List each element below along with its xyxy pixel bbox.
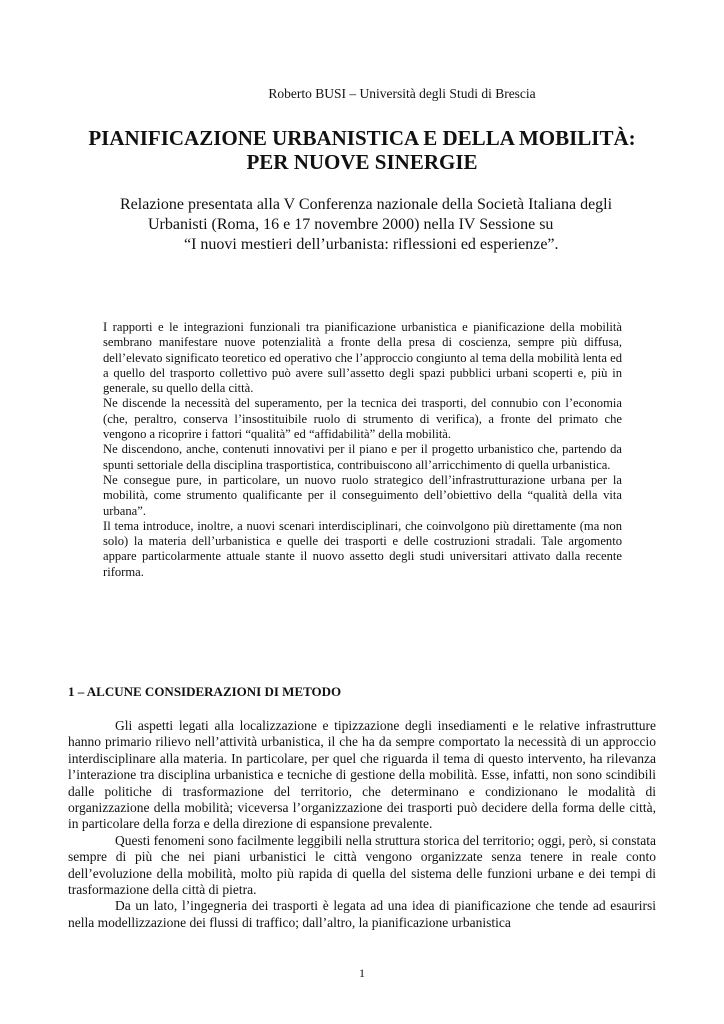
abstract [103, 320, 622, 580]
paper-title [40, 126, 684, 174]
body-paragraph: Da un lato, l’ingegneria dei trasporti è legata ad una idea di pianificazione che tende ad esaurirsi nella modellizzazione dei flussi di traffico; dall’altro, la pianificazione urbanistica [68, 898, 656, 930]
abstract-paragraph: Il tema introduce, inoltre, a nuovi scenari interdisciplinari, che coinvolgono più direttamente (ma non solo) la materia dell’urbanistica e quelle dei trasporti e delle costruzioni stradali. Tale argomento appare particolarmente attuale stante il nuovo assetto degli studi universitari attivato dalla recente riforma. [103, 518, 622, 579]
paper-subtitle [110, 195, 690, 255]
subtitle-line-3: “I nuovi mestieri dell’urbanista: riflessioni ed esperienze”. [184, 236, 559, 253]
subtitle-line-1: Relazione presentata alla V Conferenza nazionale della Società Italiana degli [120, 196, 613, 213]
abstract-paragraph: Ne discende la necessità del superamento, per la tecnica dei trasporti, del connubio con l’economia (che, peraltro, conserva l’insostituibile ruolo di strumento di verifica), a fronte del primato che vengono a ricoprire i fattori “qualità” ed “affidabilità” della mobilità. [103, 396, 622, 442]
author-line: Roberto BUSI – Università degli Studi di Brescia [268, 86, 536, 101]
section-body [68, 718, 656, 931]
abstract-paragraph: Ne consegue pure, in particolare, un nuovo ruolo strategico dell’infrastrutturazione urbana per la mobilità, come strumento qualificante per il conseguimento dell’obiettivo della “qualità della vita urbana”. [103, 472, 622, 518]
body-paragraph: Questi fenomeni sono facilmente leggibili nella struttura storica del territorio; oggi, però, si constata sempre di più che nei piani urbanistici le città vengono organizzate senza tenere in reale conto dell’evoluzione della mobilità, molto più rapida di quella del sistema delle funzioni urbane e dei tempi di trasformazione della città di pietra. [68, 832, 656, 898]
page-number: 1 [359, 966, 365, 980]
abstract-paragraph: Ne discendono, anche, contenuti innovativi per il piano e per il progetto urbanistico che, partendo da spunti settoriale della disciplina trasportistica, contribuiscono all’arricchimento di quella urbanistica. [103, 442, 622, 472]
abstract-paragraph: I rapporti e le integrazioni funzionali tra pianificazione urbanistica e pianificazione della mobilità sembrano manifestare nuove potenzialità a fronte della presa di coscienza, sempre più diffusa, dell’elevato significato teoretico ed operativo che l’approccio congiunto al tema della mobilità lenta ed a quello del trasporto collettivo può avere sull’assetto degli spazi pubblici urbani scoperti e, più in generale, su quello della città. [103, 320, 622, 396]
section-heading: 1 – ALCUNE CONSIDERAZIONI DI METODO [68, 684, 342, 699]
title-line-1: PIANIFICAZIONE URBANISTICA E DELLA MOBILITÀ: [88, 126, 636, 150]
body-paragraph: Gli aspetti legati alla localizzazione e tipizzazione degli insediamenti e le relative infrastrutture hanno primario rilievo nell’attività urbanistica, il che ha da sempre comportato la necessità di un approccio interdisciplinare alla materia. In particolare, per quel che riguarda il tema di questo intervento, ha rilevanza l’interazione tra disciplina urbanistica e tecniche di gestione della mobilità. Esse, infatti, non sono scindibili dalle politiche di trasformazione del territorio, che determinano e condizionano le modalità di organizzazione della mobilità; viceversa l’organizzazione dei trasporti può decidere della forma delle città, in particolare della forza e della direzione di espansione prevalente. [68, 718, 656, 832]
subtitle-line-2: Urbanisti (Roma, 16 e 17 novembre 2000) nella IV Sessione su [148, 216, 554, 233]
title-line-2: PER NUOVE SINERGIE [246, 150, 478, 174]
